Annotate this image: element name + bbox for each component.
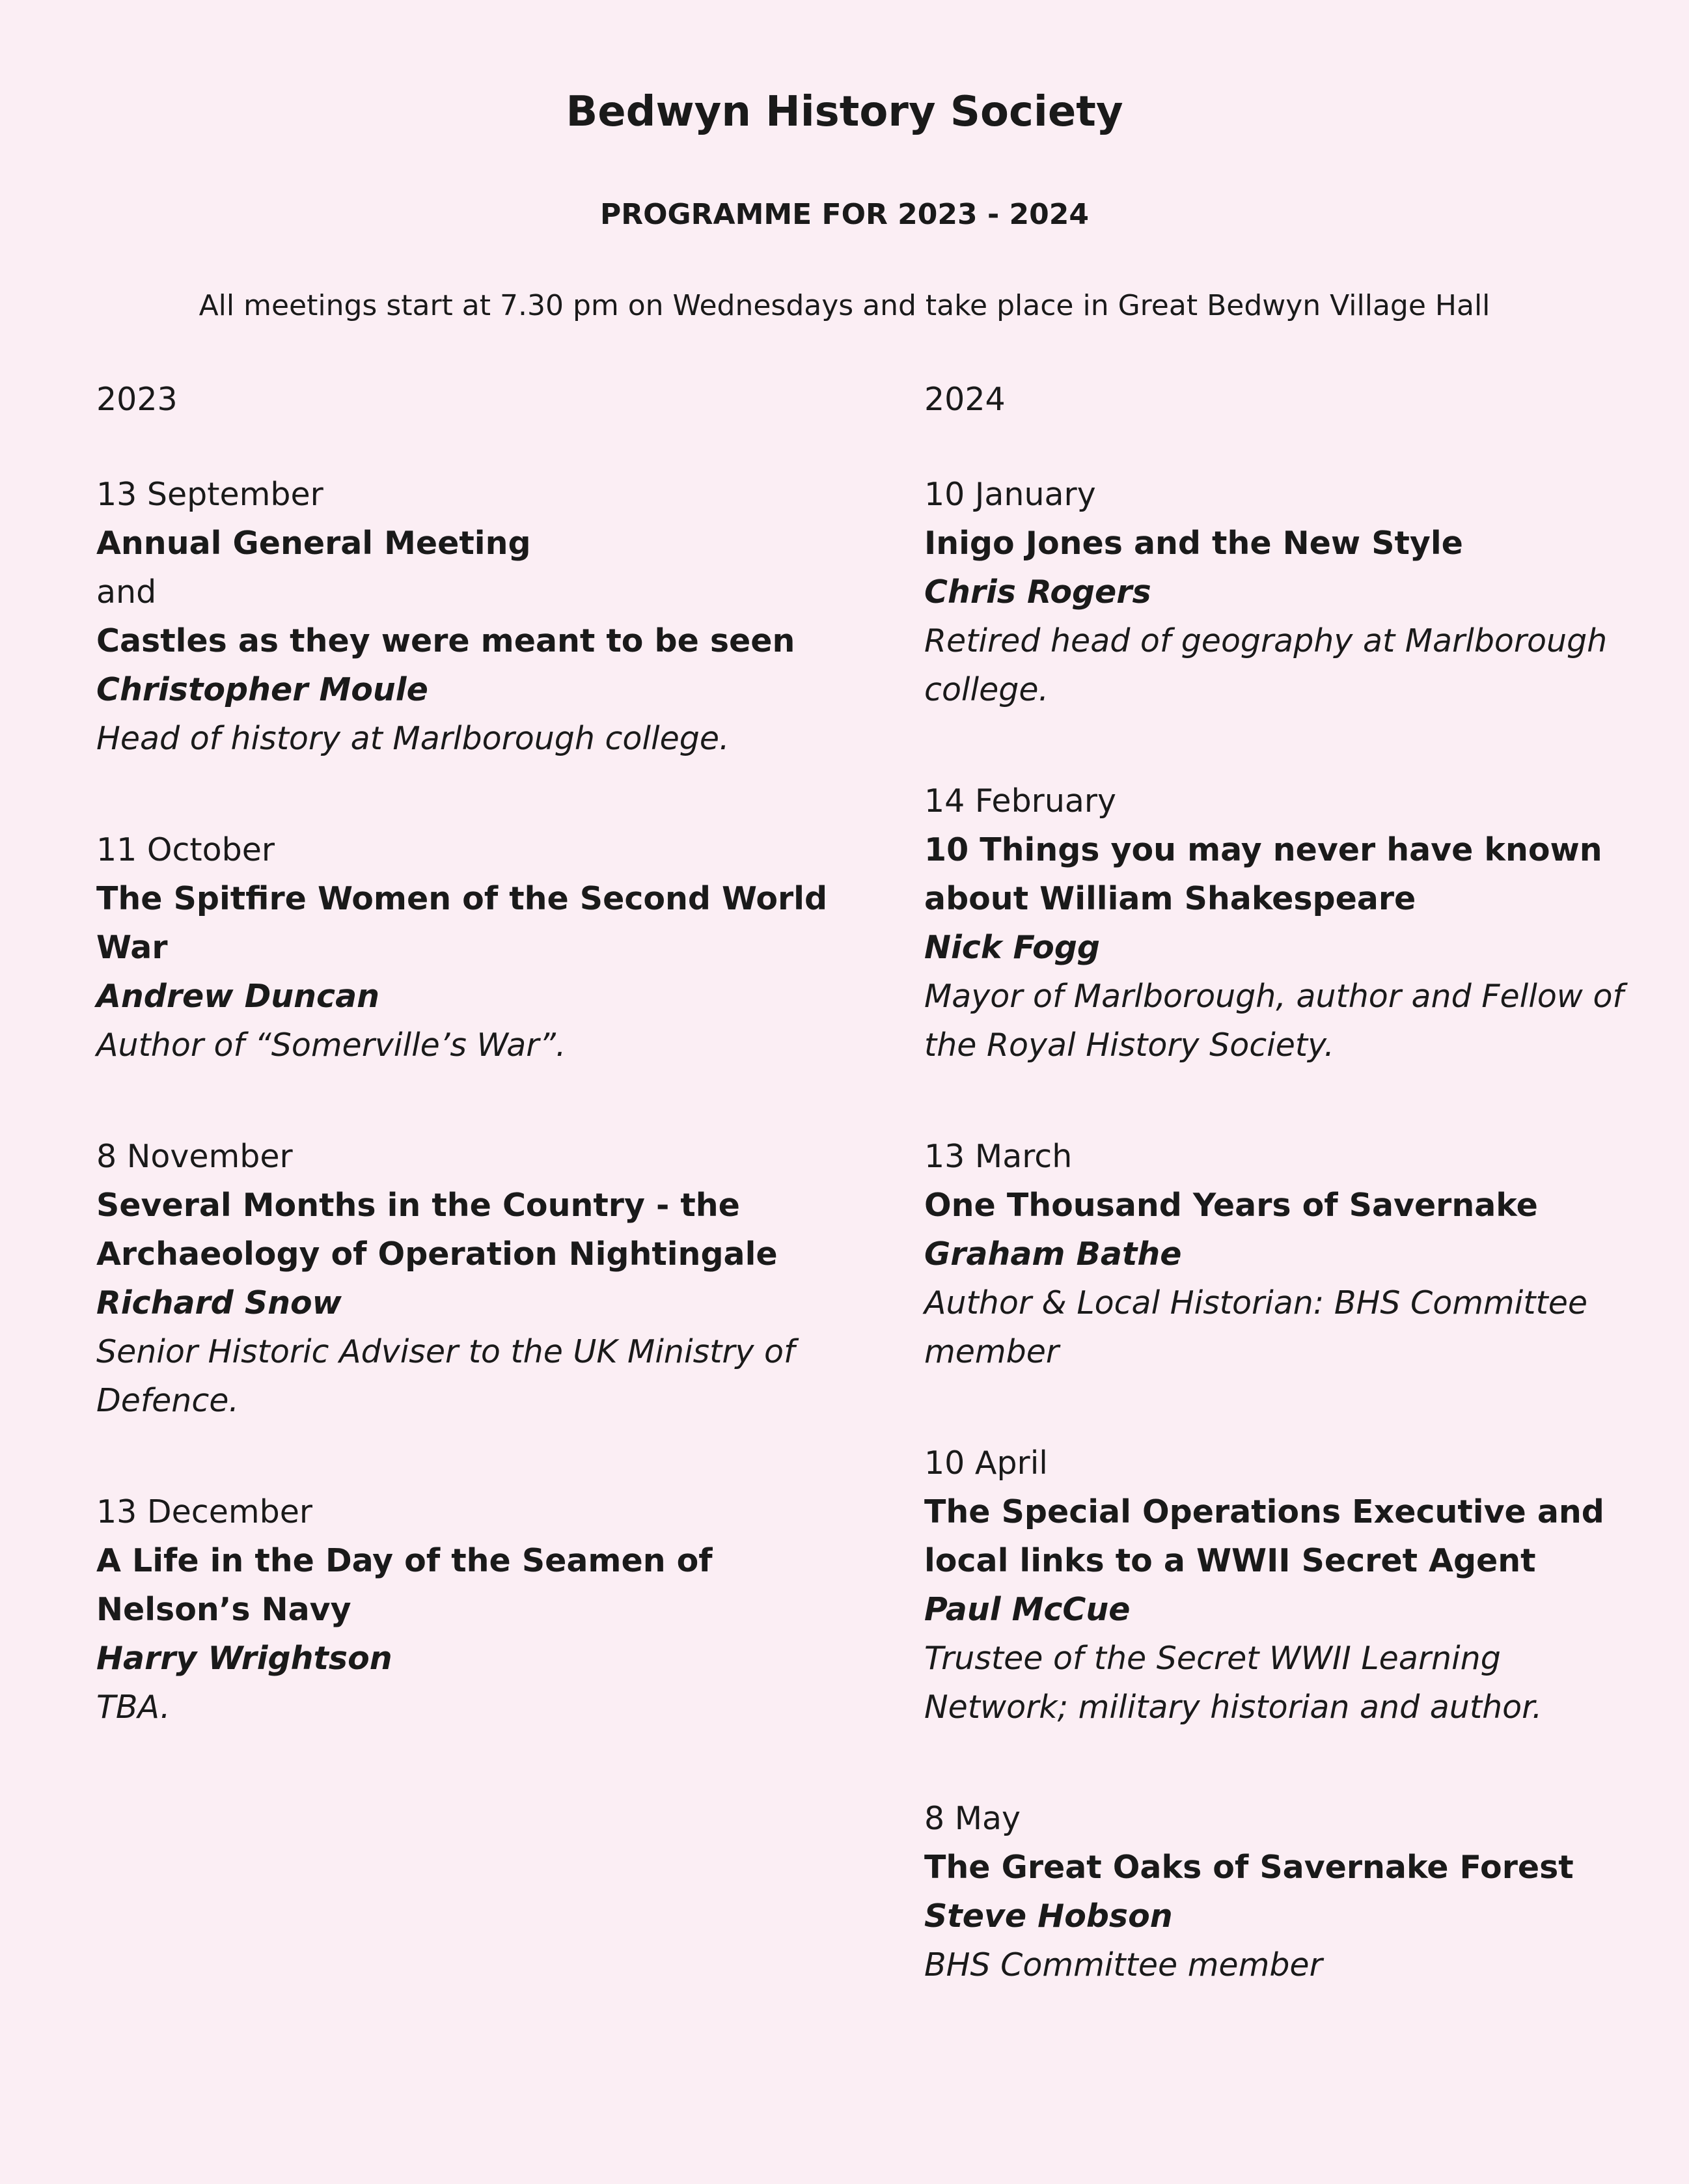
meeting-topic: Several Months in the Country - the Archaeology of Operation Nightingale xyxy=(96,1187,778,1273)
programme-subtitle: PROGRAMME FOR 2023 - 2024 xyxy=(599,198,1089,231)
speaker-description: Author of “Somerville’s War”. xyxy=(96,1027,566,1064)
meeting-entry xyxy=(96,470,845,763)
speaker-description: Trustee of the Secret WWII Learning Network; military historian and author. xyxy=(924,1640,1543,1726)
meeting-date: 13 December xyxy=(96,1493,313,1530)
column-2023 xyxy=(96,376,845,1794)
column-2024 xyxy=(924,376,1647,2052)
meeting-speaker: Andrew Duncan xyxy=(96,978,380,1015)
meeting-speaker: Nick Fogg xyxy=(924,929,1100,966)
meeting-date: 8 May xyxy=(924,1800,1021,1837)
meeting-entry xyxy=(96,825,845,1070)
meeting-speaker: Christopher Moule xyxy=(96,671,428,708)
meeting-topic: Annual General Meeting xyxy=(96,525,531,562)
meeting-speaker: Paul McCue xyxy=(924,1591,1131,1628)
meeting-topic: The Special Operations Executive and local links to a WWII Secret Agent xyxy=(924,1493,1604,1579)
meeting-date: 10 January xyxy=(924,476,1096,513)
meeting-date: 14 February xyxy=(924,782,1117,820)
meeting-topic: Inigo Jones and the New Style xyxy=(924,525,1463,562)
meeting-topic: One Thousand Years of Savernake xyxy=(924,1187,1538,1224)
speaker-description: BHS Committee member xyxy=(924,1946,1323,1984)
speaker-description: Retired head of geography at Marlborough college. xyxy=(924,622,1608,708)
meeting-topic: The Spitfire Women of the Second World War xyxy=(96,880,828,966)
meeting-entry xyxy=(924,1794,1647,1989)
meeting-date: 8 November xyxy=(96,1138,293,1175)
meeting-topic: The Great Oaks of Savernake Forest xyxy=(924,1849,1574,1886)
meeting-date: 13 September xyxy=(96,476,323,513)
meeting-date: 13 March xyxy=(924,1138,1073,1175)
meeting-entry xyxy=(96,1132,845,1425)
speaker-description: Head of history at Marlborough college. xyxy=(96,720,730,757)
speaker-description: Mayor of Marlborough, author and Fellow of the Royal History Society. xyxy=(924,978,1624,1064)
meeting-conjunction: and xyxy=(96,574,157,611)
meeting-speaker: Harry Wrightson xyxy=(96,1640,392,1677)
year-heading: 2024 xyxy=(924,381,1006,418)
meeting-entry xyxy=(96,1487,845,1732)
meeting-entry xyxy=(924,1132,1647,1376)
meeting-info: All meetings start at 7.30 pm on Wednesdays and take place in Great Bedwyn Village Hall xyxy=(199,289,1490,322)
meeting-speaker: Graham Bathe xyxy=(924,1236,1182,1273)
page-title: Bedwyn History Society xyxy=(566,88,1123,136)
meeting-speaker: Richard Snow xyxy=(96,1284,342,1321)
meeting-date: 10 April xyxy=(924,1444,1048,1482)
meeting-entry xyxy=(924,470,1647,714)
meeting-entry xyxy=(924,777,1647,1070)
meeting-topic: 10 Things you may never have known about William Shakespeare xyxy=(924,831,1602,917)
meeting-speaker: Chris Rogers xyxy=(924,574,1151,611)
speaker-description: Author & Local Historian: BHS Committee member xyxy=(924,1284,1587,1370)
year-heading: 2023 xyxy=(96,381,178,418)
speaker-description: TBA. xyxy=(96,1689,171,1726)
meeting-entry xyxy=(924,1439,1647,1732)
meeting-topic: A Life in the Day of the Seamen of Nelson’s Navy xyxy=(96,1542,713,1628)
speaker-description: Senior Historic Adviser to the UK Ministry of Defence. xyxy=(96,1333,795,1419)
meeting-speaker: Steve Hobson xyxy=(924,1898,1173,1935)
meeting-date: 11 October xyxy=(96,831,275,868)
meeting-topic-secondary: Castles as they were meant to be seen xyxy=(96,622,795,659)
